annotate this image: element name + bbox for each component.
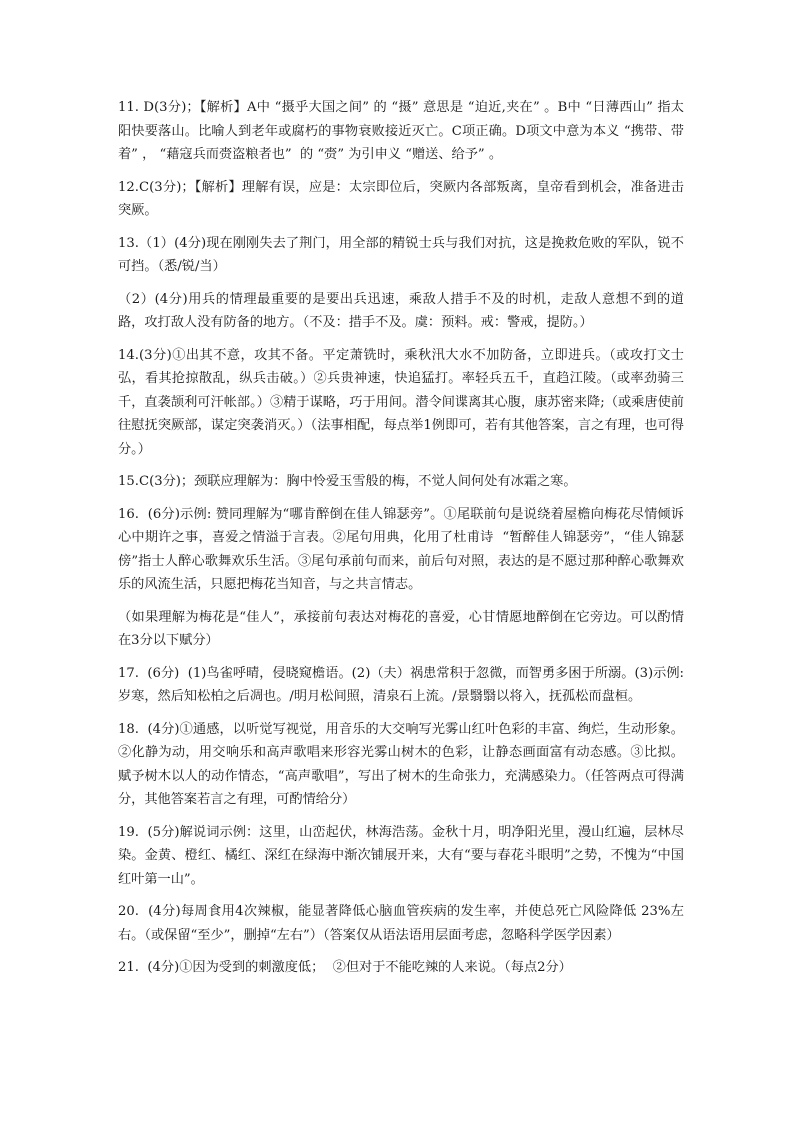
answer-20: 20. (4分)每周食用4次辣椒，能显著降低心脑血管疾病的发生率，并使总死亡风险降低 23%左右。（或保留“至少”，删掉“左右”）（答案仅从语法语用层面考虑，忽略科学医学因素） — [118, 904, 684, 943]
answer-21: 21. (4分)①因为受到的刺激度低； ②但对于不能吃辣的人来说。（每点2分） — [118, 960, 572, 975]
answer-13-part-1: 13.（1）(4分)现在刚刚失去了荆门，用全部的精锐士兵与我们对抗，这是挽救危败的军队，锐不可挡。（悉/锐/当） — [118, 235, 684, 274]
answer-18: 18. (4分)①通感，以听觉写视觉，用音乐的大交响写光雾山红叶色彩的丰富、绚烂，生动形象。②化静为动，用交响乐和高声歌唱来形容光雾山树木的色彩，让静态画面富有动态感。③比拟。赋予树木以人的动作情态，“高声歌唱”，写出了树木的生命张力，充满感染力。（任答两点可得满分，其他答案若言之有理，可酌情给分） — [118, 721, 684, 807]
answer-key-page — [118, 96, 689, 989]
answer-16: 16. (6分)示例: 赞同理解为“哪肯醉倒在佳人锦瑟旁”。①尾联前句是说绕着屋檐向梅花尽情倾诉心中期许之事，喜爱之情溢于言表。②尾句用典，化用了杜甫诗 “暂醉佳人锦瑟旁”，“佳人锦瑟傍”指士人醉心歌舞欢乐生活。③尾句承前句而来，前后句对照，表达的是不愿过那种醉心歌舞欢乐的风流生活，只愿把梅花当知音，与之共言情志。 — [118, 506, 684, 592]
answer-13-part-2: （2）(4分)用兵的情理最重要的是要出兵迅速，乘敌人措手不及的时机，走敌人意想不到的道路，攻打敌人没有防备的地方。（不及：措手不及。虞：预料。戒：警戒，提防。） — [118, 291, 684, 330]
answer-11: 11. D(3分)；【解析】A中 “摄乎大国之间” 的 “摄” 意思是 “迫近,夹在” 。B中 “日薄西山” 指太阳快要落山。比喻人到老年或腐朽的事物衰败接近灭亡。C项正确。D项文中意为本义 “携带、带着” ， “藉寇兵而赍盗粮者也” 的 “赍” 为引申义 “赠送、给予” 。 — [118, 100, 684, 162]
answer-17: 17. (6分) (1)鸟雀呼晴，侵晓窥檐语。(2)（夫）祸患常积于忽微，而智勇多困于所溺。(3)示例: 岁寒，然后知松柏之后凋也。/明月松间照，清泉石上流。/景翳翳以将入，抚孤松而盘桓。 — [118, 665, 689, 704]
answer-12: 12.C(3分)；【解析】理解有误，应是：太宗即位后，突厥内各部叛离，皇帝看到机会，准备进击突厥。 — [118, 179, 684, 218]
answer-16-note: （如果理解为梅花是“佳人”，承接前句表达对梅花的喜爱，心甘情愿地醉倒在它旁边。可以酌情在3分以下赋分） — [118, 609, 684, 648]
answer-14: 14.(3分)①出其不意，攻其不备。平定萧铣时，乘秋汛大水不加防备，立即进兵。（或攻打文士弘，看其抢掠散乱，纵兵击破。）②兵贵神速，快追猛打。率轻兵五千，直趋江陵。（或率劲骑三千，直袭颉利可汗帐部。）③精于谋略，巧于用间。潜令间谍离其心腹，康苏密来降;（或乘唐使前往慰抚突厥部，谋定突袭消灭。）（法事相配，每点举1例即可，若有其他答案，言之有理，也可得分。） — [118, 347, 684, 457]
answer-15: 15.C(3分)；颈联应理解为：胸中怜爱玉雪般的梅，不觉人间何处有冰霜之寒。 — [118, 474, 577, 489]
answer-19: 19. (5分)解说词示例：这里，山峦起伏，林海浩荡。金秋十月，明净阳光里，漫山红遍，层林尽染。金黄、橙红、橘红、深红在绿海中渐次铺展开来，大有“要与春花斗眼明”之势，不愧为“中国红叶第一山”。 — [118, 824, 684, 887]
